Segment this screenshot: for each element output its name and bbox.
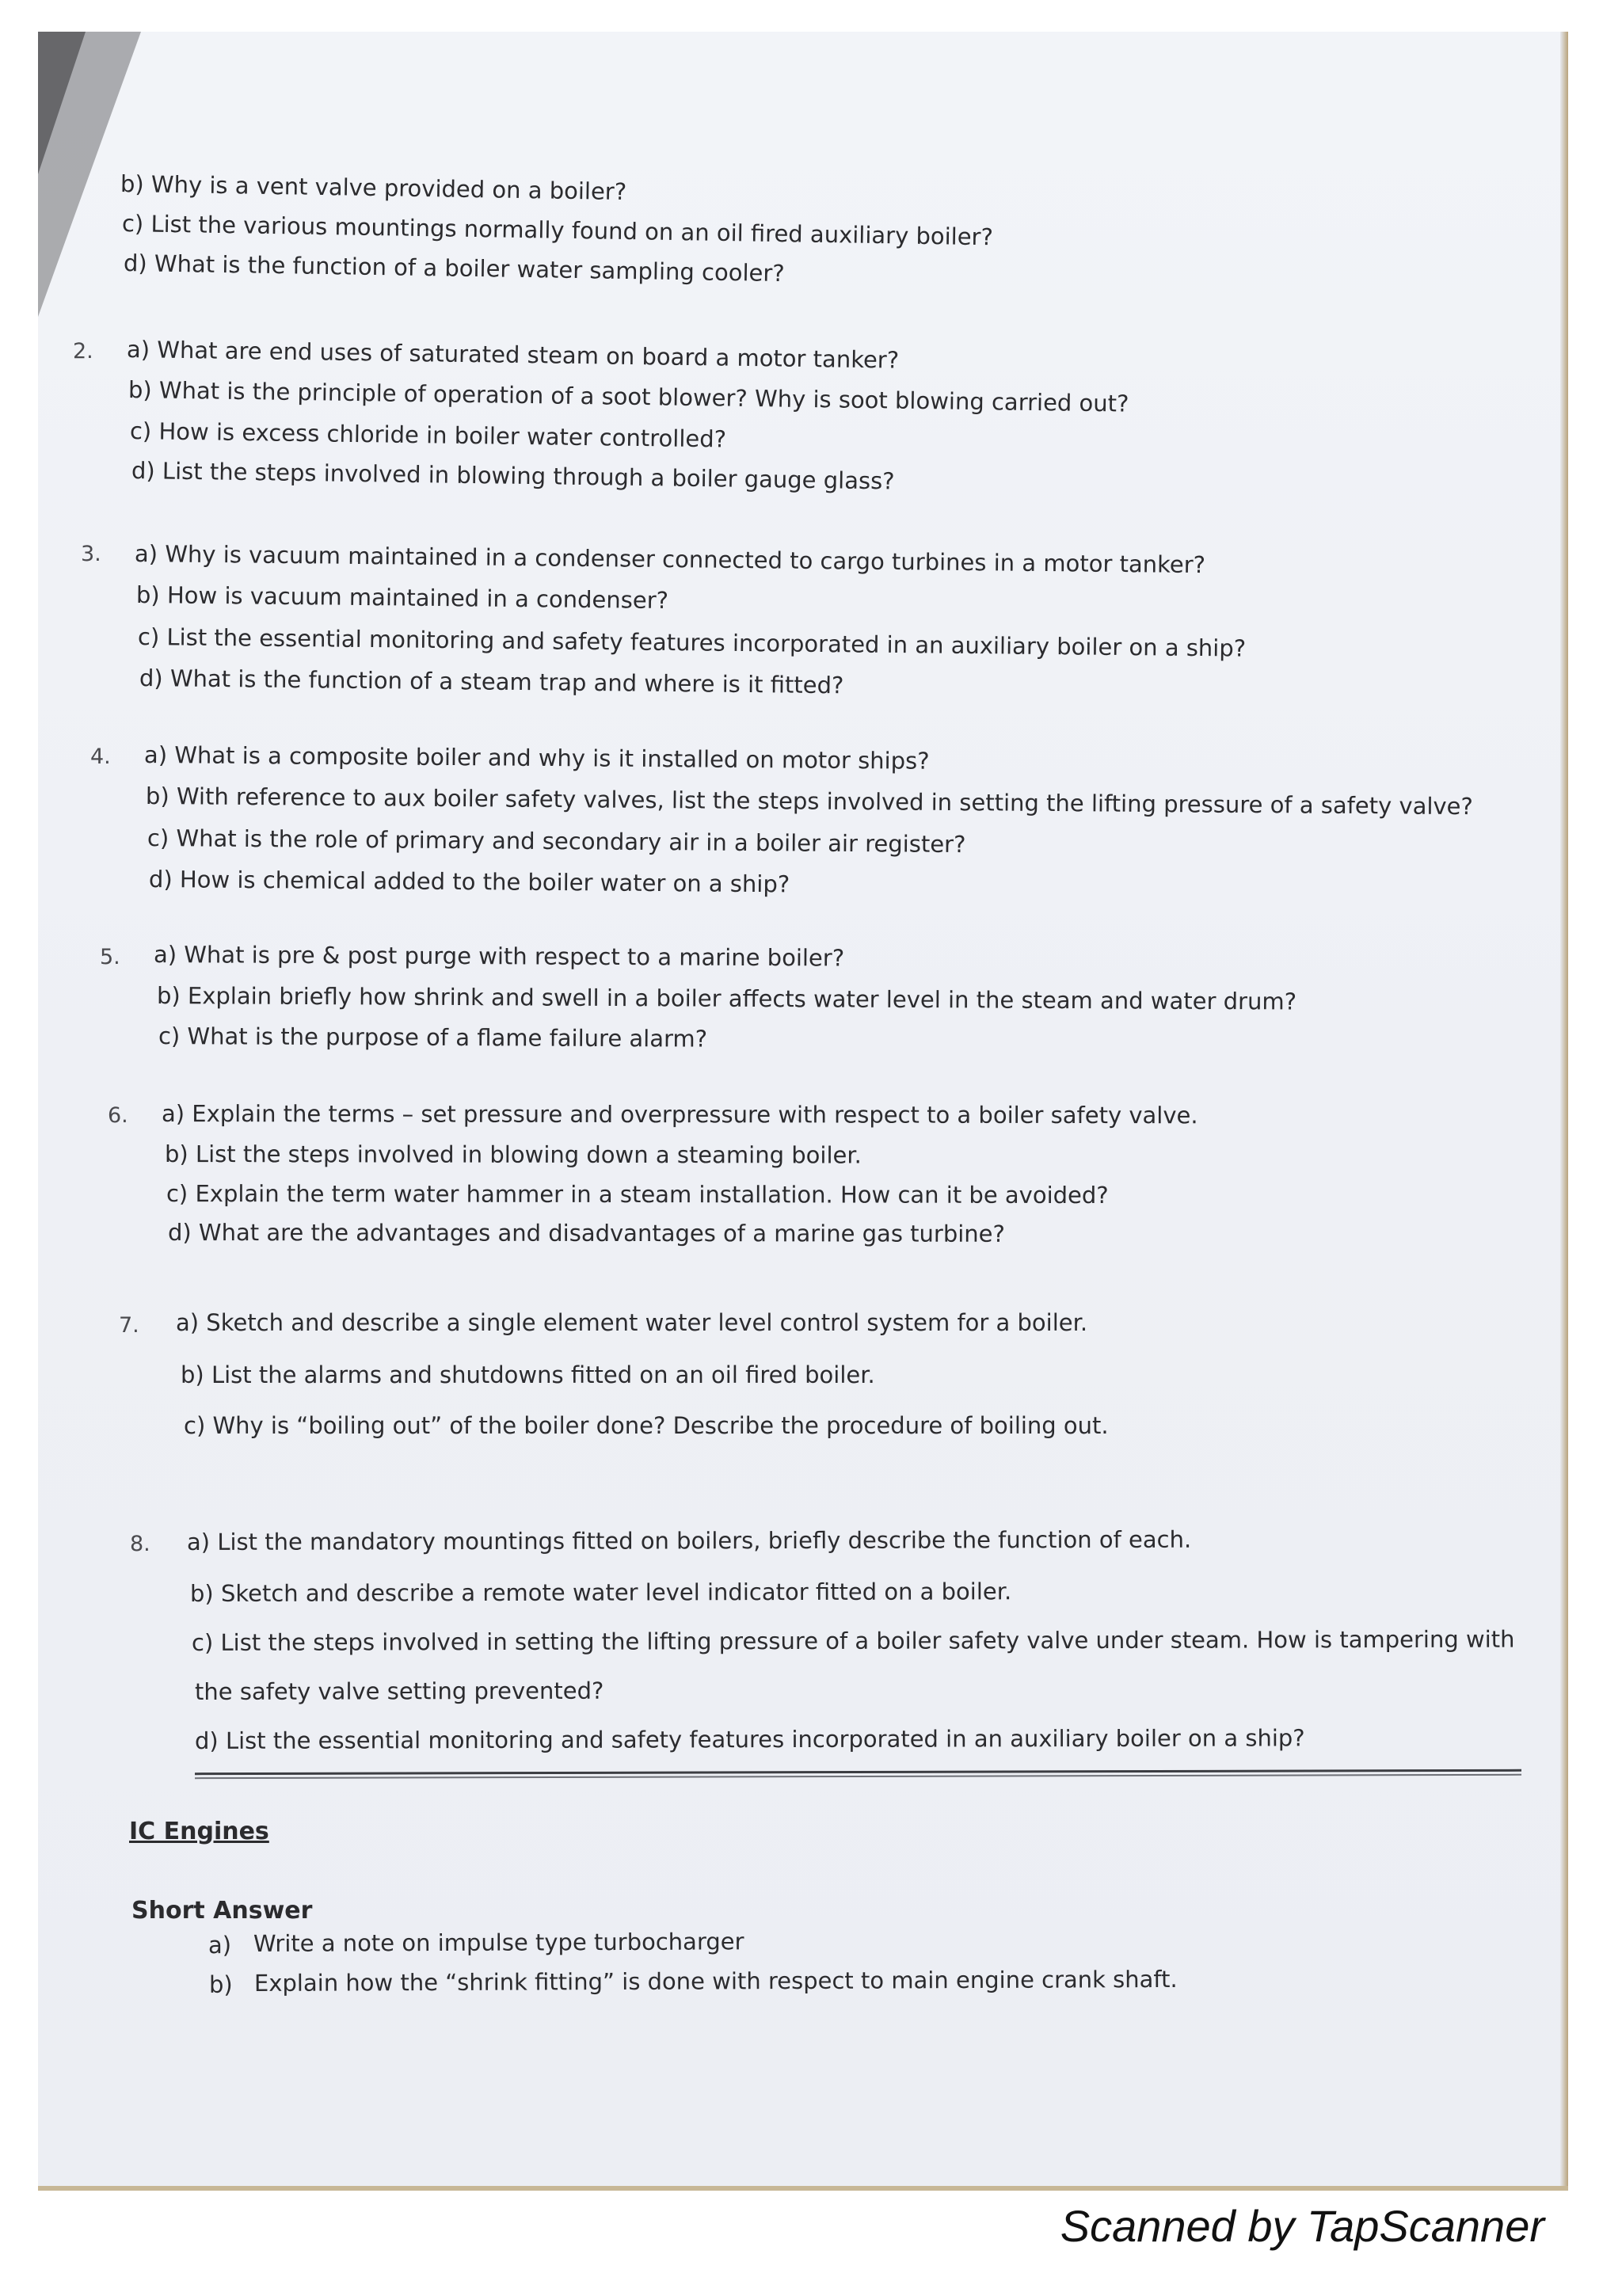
q1-line-d: d) What is the function of a boiler water sampling cooler? [123,249,785,287]
q6-number: 6. [108,1103,128,1128]
q7-line-c: c) Why is “boiling out” of the boiler done? Describe the procedure of boiling out. [184,1412,1109,1439]
short-answer-heading: Short Answer [131,1897,313,1925]
q6-line-d: d) What are the advantages and disadvantages of a marine gas turbine? [167,1219,1005,1247]
q1-line-c: c) List the various mountings normally found on an oil fired auxiliary boiler? [121,210,994,251]
q2-line-b: b) What is the principle of operation of a soot blower? Why is soot blowing carried out? [128,376,1129,417]
section-divider [195,1769,1521,1779]
q3-number: 3. [81,542,101,566]
q4-line-b: b) With reference to aux boiler safety valves, list the steps involved in setting the lifting pressure of a safety valve? [145,782,1474,821]
q2-line-c: c) How is excess chloride in boiler water controlled? [129,417,727,453]
q7-number: 7. [119,1313,139,1338]
short-answer-a-text: Write a note on impulse type turbocharger [253,1928,744,1957]
q5-number: 5. [100,945,120,969]
short-answer-b-label: b) [209,1971,233,1998]
q2-line-a: a) What are end uses of saturated steam on board a motor tanker? [126,336,900,374]
q4-line-c: c) What is the role of primary and secondary air in a boiler air register? [147,824,966,859]
q1-line-b: b) Why is a vent valve provided on a boiler? [120,170,627,206]
q5-line-a: a) What is pre & post purge with respect to a marine boiler? [153,941,845,972]
q4-line-d: d) How is chemical added to the boiler water on a ship? [148,866,790,898]
scanner-watermark: Scanned by TapScanner [1060,2201,1544,2251]
q8-line-b: b) Sketch and describe a remote water level indicator fitted on a boiler. [189,1578,1012,1607]
q3-line-b: b) How is vacuum maintained in a condenser? [135,581,669,615]
short-answer-a-label: a) [208,1932,232,1959]
page-bottom-edge [38,2186,1568,2191]
q5-line-b: b) Explain briefly how shrink and swell in a boiler affects water level in the steam and water drum? [156,982,1297,1015]
q8-line-d: d) List the essential monitoring and safety features incorporated in an auxiliary boiler on a ship? [194,1724,1305,1754]
page-right-edge [1560,32,1568,2191]
q4-number: 4. [90,744,111,769]
q8-line-c: c) List the steps involved in setting the lifting pressure of a boiler safety valve under steam. How is tampering with [191,1625,1515,1656]
short-answer-b-text: Explain how the “shrink fitting” is done with respect to main engine crank shaft. [253,1965,1178,1997]
q8-line-a: a) List the mandatory mountings fitted on boilers, briefly describe the function of each. [186,1525,1192,1555]
q8-line-c-continued: the safety valve setting prevented? [194,1677,604,1705]
scanned-page [38,32,1568,2191]
q2-line-d: d) List the steps involved in blowing through a boiler gauge glass? [131,457,895,495]
q3-line-a: a) Why is vacuum maintained in a condenser connected to cargo turbines in a motor tanker? [134,540,1206,579]
q2-number: 2. [73,339,93,364]
q4-line-a: a) What is a composite boiler and why is it installed on motor ships? [143,741,930,775]
q3-line-c: c) List the essential monitoring and safety features incorporated in an auxiliary boiler on a ship? [137,623,1247,662]
q7-line-b: b) List the alarms and shutdowns fitted on an oil fired boiler. [181,1361,875,1388]
q6-line-a: a) Explain the terms – set pressure and overpressure with respect to a boiler safety valve. [161,1100,1198,1129]
q6-line-c: c) Explain the term water hammer in a steam installation. How can it be avoided? [166,1180,1109,1209]
page-corner-shadow-dark [38,32,86,174]
section-title-ic-engines: IC Engines [129,1818,269,1845]
q8-number: 8. [130,1532,150,1556]
q6-line-b: b) List the steps involved in blowing down a steaming boiler. [164,1140,862,1169]
q3-line-d: d) What is the function of a steam trap and where is it fitted? [139,664,844,699]
q7-line-a: a) Sketch and describe a single element water level control system for a boiler. [176,1309,1088,1336]
q5-line-c: c) What is the purpose of a flame failure alarm? [158,1022,708,1053]
